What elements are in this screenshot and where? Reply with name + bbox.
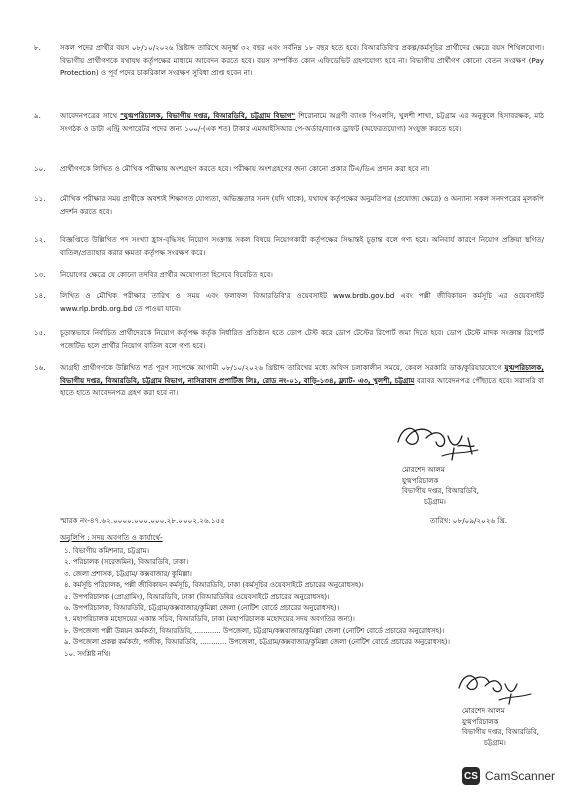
memo-number: স্মারক নং-৪৭.৬২.০০০০.০০০.০০০.২৮.০০০২.২৬.১৫৫ — [60, 516, 225, 525]
clause-number: ১২. — [34, 235, 46, 244]
list-item: ১০. সংশ্লিষ্ট নথি। — [64, 649, 111, 658]
signatory-name: মোরশেদ আলম — [402, 466, 445, 474]
camscanner-watermark — [462, 767, 555, 785]
signatory-designation: যুগ্মপরিচালক — [402, 476, 439, 485]
clause-12 — [34, 234, 544, 259]
list-item: ১. বিভাগীয় কমিশনার, চট্টগ্রাম। — [64, 547, 150, 555]
clause-13 — [34, 269, 544, 282]
clause-number: ১৫. — [34, 328, 46, 337]
camscanner-label: CamScanner — [485, 769, 556, 783]
clause-number: ৮. — [34, 43, 41, 52]
payee-title: "যুগ্মপরিচালক, বিভাগীয় দপ্তর, বিআরডিবি, চট্টগ্রাম বিভাগ" — [120, 111, 296, 120]
memo-date: তারিখ: ০৮/০৯/২০২৬ খ্রি. — [430, 516, 508, 525]
clause-text — [60, 110, 544, 135]
clause-text: চূড়ান্তভাবে নির্বাচিত প্রার্থীদেরকে নিয়োগ কর্তৃপক্ষ কর্তৃক নির্ধারিত প্রতিষ্ঠান হতে ডোপ টেস্ট করে ডোপ টেস্টের রিপোর্ট জমা দিতে হবে। ডোপ টেস্টে মাদক সংক্রান্ত রিপোর্ট পজেটিভ হলে প্রার্থীর নিয়োগ বাতিল বলে গণ্য হবে। — [60, 328, 544, 350]
clause-text: মৌখিক পরীক্ষার সময় প্রার্থীকে অবশ্যই শিক্ষাগত যোগ্যতা, অভিজ্ঞতার সনদ (যদি থাকে), যথাযথ কর্তৃপক্ষের অনুমতিপত্র (প্রযোজ্য ক্ষেত্রে) ও অন্যান্য সকল সনদপত্রের মূলকপি প্রদর্শন করতে হবে। — [60, 194, 544, 216]
clause-11 — [34, 193, 544, 218]
list-item: ৪. কর্মসূচি পরিচালক, পল্লী জীবিকায়ন কর্মসূচি, বিআরডিবি, ঢাকা (কর্মসূচির ওয়েবসাইটে প্রচারের অনুরোধসহ)। — [64, 581, 364, 590]
signatory-office: বিভাগীয় দপ্তর, বিআরডিবি, — [402, 487, 480, 495]
clause-text: প্রার্থীগণকে লিখিত ও মৌখিক পরীক্ষায় অংশগ্রহণ করতে হবে। পরীক্ষায় অংশগ্রহণের জন্য কোনো প্রকার টিএ/ডিএ প্রদান করা হবে না। — [60, 164, 430, 173]
list-item: ৭. মহাপরিচালক মহোদয়ের একান্ত সচিব, বিআরডিবি, ঢাকা (মহাপরিচালক মহোদয়ের সদয় অবগতির জন্য)। — [64, 615, 355, 624]
signature-block — [402, 465, 479, 507]
submission-address: যুগ্মপরিচালক, বিভাগীয় দপ্তর, বিআরডিবি, চট্টগ্রাম বিভাগ, নাসিরাবাদ প্রপার্টিজ লিঃ, রোড নং-০১, বাড়ি-১৩৪, ফ্ল্যাট- এ৩, খুলশী, চট্টগ্রাম — [60, 363, 544, 385]
list-item: ৩. জেলা প্রশাসক, চট্টগ্রাম/ কক্সবাজার/ কুমিল্লা। — [64, 569, 192, 578]
camscanner-logo-icon: CS — [462, 767, 480, 785]
clause-number: ১৩. — [34, 270, 46, 279]
clause-16 — [34, 362, 544, 400]
clause-number: ১৬. — [34, 363, 46, 372]
handwritten-signature — [392, 418, 484, 466]
clause-8 — [34, 42, 544, 80]
signatory-office: বিভাগীয় দপ্তর, বিআরডিবি, — [462, 728, 540, 736]
signatory-name: মোরশেদ আলম — [462, 707, 505, 715]
clause-text: লিখিত ও মৌখিক পরীক্ষার তারিখ ও সময় এবং ফলাফল বিআরডিবি'র ওয়েবসাইট www.brdb.gov.bd এবং পল্লী জীবিকায়ন কর্মসূচি এর ওয়েবসাইট www.rlp.brdb.org.bd তে পাওয়া যাবে। — [60, 291, 544, 313]
clause-text: সকল পদের প্রার্থীর বয়স ০৮/১০/২০২৬ খ্রিষ্টাব্দ তারিখে অনূর্ধ্ব ৩২ বছর এবং সর্বনিম্ন ১৮ বছর হতে হবে। বিআরডিবি'র প্রকল্প/কর্মসূচির প্রার্থীদের ক্ষেত্রে বয়স শিথিলযোগ্য। বিভাগীয় প্রার্থীগণকে যথাযথ কর্তৃপক্ষের মাধ্যমে আবেদন করতে হবে। বয়স সম্পর্কিত কোন এফিডেভিট গ্রহণযোগ্য হবে না। বিভাগীয় প্রার্থীগণ কোনো বেতন সংরক্ষণ (Pay Protection) ও পূর্ব পদের চাকরিকাল সংরক্ষণ সুবিধা প্রাপ্ত হবেন না। — [60, 43, 544, 78]
clause-text-part: আগ্রহী প্রার্থীগণকে উল্লিখিত শর্ত পূরণ সাপেক্ষে আগামী ০৮/১০/২০২৬ খ্রিষ্টাব্দ তারিখের মধ্যে অফিস চলাকালীন সময়ে, কেবল সরকারি ডাক/কুরিয়ারযোগে — [60, 363, 505, 372]
list-item: ৫. উপপরিচালক (প্রোগ্রামিং), বিআরডিবি, ঢাকা (বিআরডিবির ওয়েবসাইটে প্রচারের অনুরোধসহ)। — [64, 592, 330, 601]
handwritten-signature — [455, 668, 535, 708]
clause-text-part: আবেদনপত্রের সাথে — [60, 111, 121, 120]
list-item: ৮. উপজেলা পল্লী উন্নয়ন কর্মকর্তা, বিআরডিবি, ............ উপজেলা, চট্টগ্রাম/কক্সবাজার/কুমিল্লা জেলা (নোটিশ বোর্ডে প্রচারের অনুরোধসহ)। — [64, 626, 445, 635]
signatory-city: চট্টগ্রাম। — [484, 738, 506, 747]
clause-text: বিজ্ঞপ্তিতে উল্লিখিত পদ সংখ্যা হ্রাস-বৃদ্ধিসহ নিয়োগ সংক্রান্ত সকল বিষয়ে নিয়োগকারী কর্তৃপক্ষের সিদ্ধান্তই চূড়ান্ত বলে গণ্য হবে। অনিবার্য কারণে নিয়োগ প্রক্রিয়া স্থগিত/বাতিল/প্রত্যাহার করার ক্ষমতা কর্তৃপক্ষ সংরক্ষণ করে। — [60, 235, 544, 257]
clause-text — [60, 362, 544, 400]
clause-number: ৯. — [34, 111, 41, 120]
clause-text-part: শিরোনামে অগ্রণী ব্যাংক পিএলসি, খুলশী শাখা, চট্টগ্রাম এর অনুকূলে হিসাবরক্ষক, মাঠ সংগঠক ও ডাটা এন্ট্রি অপারেটর পদের জন্য ১০০/-(এক শত) টাকার এমআইসিআর পে-অর্ডার/ব্যাংক ড্রাফট (অফেরতযোগ্য) সংযুক্ত করতে হবে। — [60, 111, 544, 133]
list-item: ৬. উপপরিচালক, বিআরডিবি, চট্টগ্রাম/কক্সবাজার/কুমিল্লা জেলা (নোটিশ বোর্ডে প্রচারের অনুরোধসহ)। — [64, 604, 340, 613]
signatory-designation: যুগ্মপরিচালক — [462, 717, 499, 726]
clause-15 — [34, 327, 544, 352]
clause-number: ১৪. — [34, 291, 46, 300]
clause-text-part: বরাবর আবেদনপত্র পৌঁছাতে হবে। সরাসরি বা হাতে হাতে আবেদনপত্র গ্রহণ করা হবে না। — [60, 375, 544, 398]
clause-9 — [34, 110, 544, 135]
cc-title: অনুলিপি : সদয় অবগতি ও কার্যার্থে- — [60, 533, 163, 542]
clause-text: নিয়োগের ক্ষেত্রে যে কোনো তদবির প্রার্থীর অযোগ্যতা হিসেবে বিবেচিত হবে। — [60, 270, 273, 279]
clause-number: ১০. — [34, 164, 46, 173]
clause-14 — [34, 290, 544, 315]
signatory-city: চট্টগ্রাম। — [424, 497, 446, 506]
list-item: ৯. উপজেলা প্রকল্প কর্মকর্তা, পজীক, বিআরডিবি, ............ উপজেলা, চট্টগ্রাম/কক্সবাজার/কুমিল্লা জেলা (নোটিশ বোর্ডে প্রচারের অনুরোধসহ)। — [64, 638, 450, 647]
cc-list — [64, 546, 450, 660]
signature-block — [462, 706, 539, 748]
clause-number: ১১. — [34, 194, 46, 203]
clause-10 — [34, 163, 544, 176]
list-item: ২. পরিচালক (সরেজমিন), বিআরডিবি, ঢাকা। — [64, 558, 189, 567]
